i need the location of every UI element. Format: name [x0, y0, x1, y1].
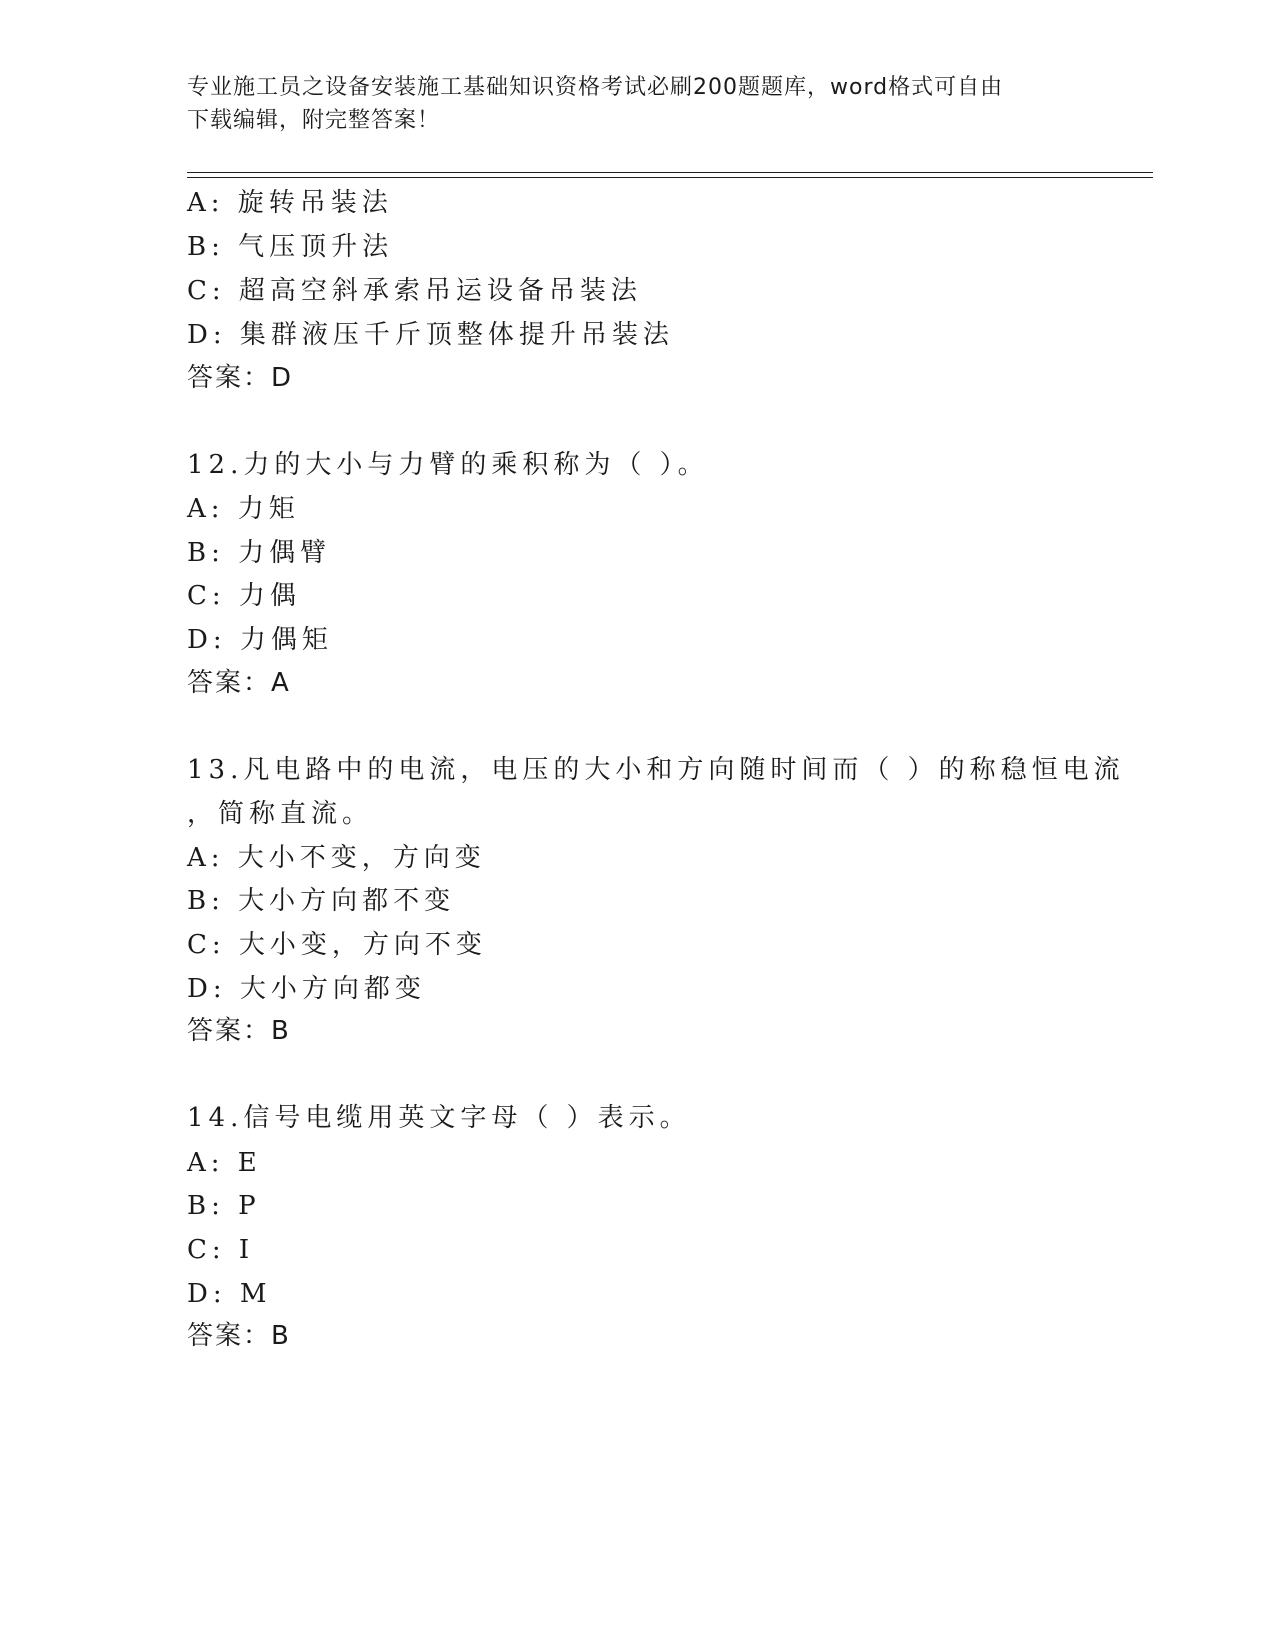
q14-option-b: B: P [187, 1191, 261, 1221]
q12-stem: 12.力的大小与力臂的乘积称为（ ）。 [187, 450, 709, 480]
header-line-1: 专业施工员之设备安装施工基础知识资格考试必刷200题题库，word格式可自由 [187, 75, 1004, 100]
q14-option-a: A: E [187, 1148, 262, 1178]
prev-option-c: C: 超高空斜承索吊运设备吊装法 [187, 276, 642, 306]
prev-option-d: D: 集群液压千斤顶整体提升吊装法 [187, 320, 674, 350]
prev-option-a: A: 旋转吊装法 [187, 188, 393, 218]
q14-stem: 14.信号电缆用英文字母（ ）表示。 [187, 1103, 691, 1133]
q12-answer: 答案：A [187, 668, 291, 698]
q13-stem-line-2: ，简称直流。 [187, 799, 374, 829]
prev-option-b: B: 气压顶升法 [187, 232, 394, 262]
q13-stem-line-1: 13.凡电路中的电流，电压的大小和方向随时间而（ ）的称稳恒电流 [187, 755, 1125, 785]
header-line-2: 下载编辑，附完整答案！ [187, 108, 441, 133]
header-rule-bottom [187, 177, 1153, 178]
header-rule-top [187, 172, 1153, 173]
q14-answer: 答案：B [187, 1321, 291, 1351]
prev-answer: 答案：D [187, 363, 294, 393]
q12-option-b: B: 力偶臂 [187, 538, 332, 568]
q12-option-a: A: 力矩 [187, 494, 300, 524]
q14-option-c: C: I [187, 1235, 255, 1265]
q13-option-d: D: 大小方向都变 [187, 974, 426, 1004]
q12-option-c: C: 力偶 [187, 581, 301, 611]
q13-option-b: B: 大小方向都不变 [187, 886, 456, 916]
q14-option-d: D: M [187, 1279, 272, 1309]
q12-option-d: D: 力偶矩 [187, 625, 333, 655]
q13-option-a: A: 大小不变，方向变 [187, 843, 486, 873]
q13-answer: 答案：B [187, 1016, 291, 1046]
q13-option-c: C: 大小变，方向不变 [187, 930, 487, 960]
